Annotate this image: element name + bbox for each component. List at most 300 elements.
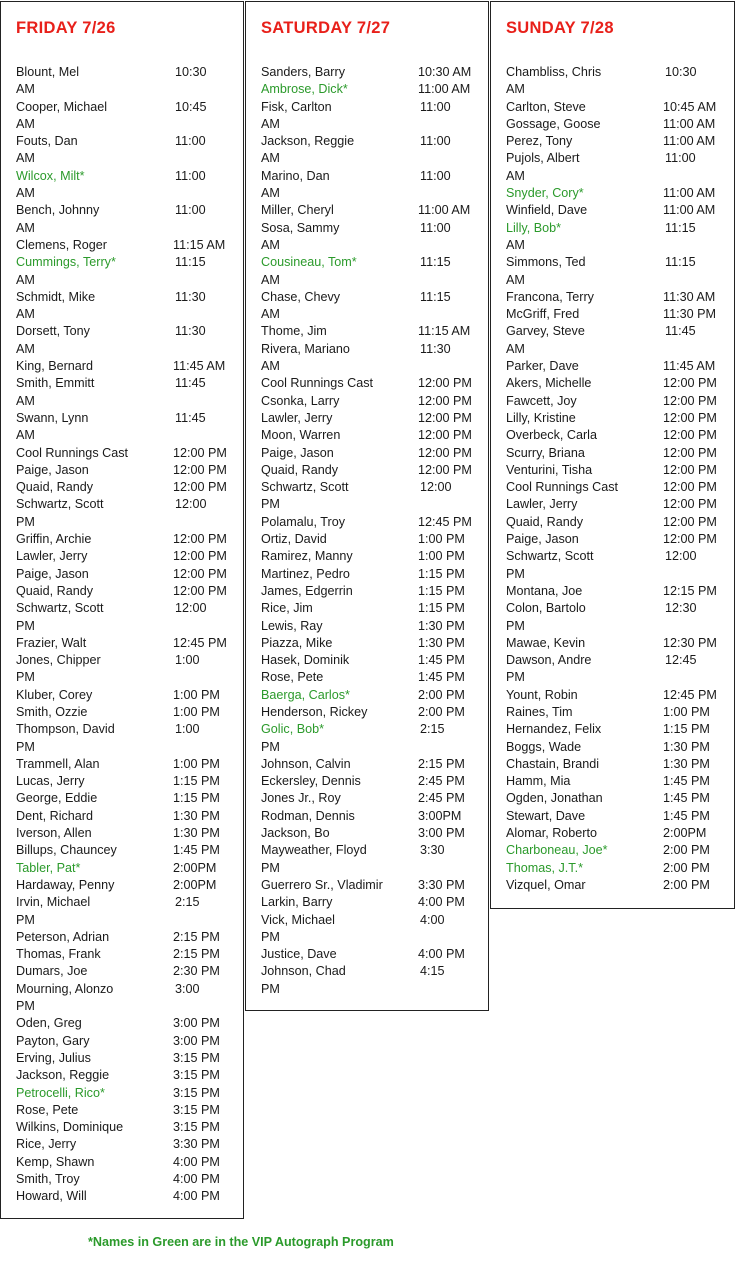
appearance-time: 2:45 PM	[418, 774, 465, 789]
appearance-time: 12:00	[665, 549, 697, 564]
guest-name: Thompson, David	[16, 722, 115, 737]
schedule-entry	[506, 790, 734, 807]
guest-name: Garvey, Steve	[506, 324, 585, 339]
guest-name: Fawcett, Joy	[506, 393, 577, 408]
schedule-entry	[16, 946, 243, 963]
guest-name: Winfield, Dave	[506, 203, 588, 218]
appearance-time-suffix: AM	[506, 168, 525, 183]
appearance-time: 2:00 PM	[663, 877, 710, 892]
schedule-entry	[261, 445, 488, 462]
schedule-entry	[16, 1102, 243, 1119]
guest-name: Snyder, Cory*	[506, 186, 584, 201]
appearance-time: 4:00 PM	[173, 1172, 220, 1186]
guest-name: Smith, Emmitt	[16, 376, 95, 391]
appearance-time: 11:30	[175, 289, 206, 304]
appearance-time-suffix: AM	[261, 359, 280, 374]
appearance-time: 12:00 PM	[173, 583, 227, 598]
guest-name: Schwartz, Scott	[506, 549, 594, 564]
guest-name: Ambrose, Dick*	[261, 82, 348, 97]
schedule-entry	[16, 410, 243, 445]
appearance-time-suffix: AM	[16, 341, 35, 356]
guest-name: Rose, Pete	[16, 1102, 79, 1117]
guest-name: Mayweather, Floyd	[261, 843, 367, 858]
guest-name: Fisk, Carlton	[261, 99, 332, 114]
schedule-entry	[16, 1015, 243, 1032]
appearance-time: 12:00 PM	[418, 428, 472, 443]
guest-name: Mawae, Kevin	[506, 635, 586, 650]
schedule-entry	[261, 64, 488, 81]
guest-name: Jackson, Bo	[261, 826, 330, 841]
schedule-entry	[506, 202, 734, 219]
schedule-entry	[16, 877, 243, 894]
appearance-time: 1:15 PM	[173, 774, 220, 789]
guest-name: Jones, Chipper	[16, 653, 101, 668]
schedule-entry	[506, 531, 734, 548]
appearance-time: 12:45	[665, 653, 697, 668]
appearance-time: 10:30 AM	[418, 65, 472, 79]
appearance-time: 4:00 PM	[418, 947, 465, 962]
appearance-time: 1:00	[175, 653, 200, 668]
guest-name: Colon, Bartolo	[506, 601, 586, 616]
appearance-time: 1:30 PM	[418, 618, 465, 633]
guest-name: Blount, Mel	[16, 65, 79, 79]
schedule-entry	[16, 773, 243, 790]
appearance-time-suffix: PM	[16, 999, 35, 1014]
appearance-time: 2:00 PM	[418, 704, 465, 719]
guest-name: Polamalu, Troy	[261, 514, 345, 529]
guest-name: Francona, Terry	[506, 289, 594, 304]
guest-name: Baerga, Carlos*	[261, 687, 350, 702]
appearance-time-suffix: PM	[16, 514, 35, 529]
schedule-entry	[506, 479, 734, 496]
schedule-entry	[506, 64, 734, 99]
schedule-entry	[16, 963, 243, 980]
schedule-entry	[506, 445, 734, 462]
guest-name: Rose, Pete	[261, 670, 324, 685]
day-heading: SUNDAY 7/28	[506, 19, 614, 37]
schedule-entry	[261, 652, 488, 669]
schedule-entry	[16, 894, 243, 929]
guest-name: Wilkins, Dominique	[16, 1120, 124, 1135]
schedule-entry	[261, 618, 488, 635]
schedule-entry	[261, 825, 488, 842]
schedule-entry	[16, 289, 243, 324]
appearance-time: 12:00 PM	[663, 376, 717, 391]
guest-name: Montana, Joe	[506, 583, 583, 598]
appearance-time: 11:45	[175, 376, 206, 391]
schedule-entry	[16, 1067, 243, 1084]
schedule-entry	[506, 496, 734, 513]
appearance-time: 2:00PM	[173, 877, 217, 892]
schedule-entry	[261, 531, 488, 548]
schedule-entry	[506, 306, 734, 323]
schedule-entry	[16, 1136, 243, 1153]
guest-name: Raines, Tim	[506, 704, 573, 719]
appearance-time-suffix: AM	[16, 82, 35, 97]
schedule-entry	[506, 116, 734, 133]
appearance-time: 12:00	[175, 497, 207, 512]
appearance-time-suffix: PM	[16, 618, 35, 633]
guest-name: Sosa, Sammy	[261, 220, 340, 235]
appearance-time: 11:00	[175, 203, 206, 218]
appearance-time: 11:00	[420, 134, 451, 149]
guest-name: Dorsett, Tony	[16, 324, 90, 339]
appearance-time: 12:00 PM	[663, 410, 717, 425]
schedule-entry	[16, 462, 243, 479]
schedule-entry	[16, 704, 243, 721]
guest-name: Smith, Troy	[16, 1172, 80, 1186]
guest-name: Payton, Gary	[16, 1033, 90, 1048]
guest-name: Fouts, Dan	[16, 134, 78, 149]
guest-name: Jackson, Reggie	[16, 1068, 110, 1083]
sunday-column	[490, 1, 735, 909]
appearance-time-suffix: AM	[506, 82, 525, 97]
schedule-entry	[261, 912, 488, 947]
appearance-time: 1:30 PM	[173, 826, 220, 841]
guest-name: Ogden, Jonathan	[506, 791, 603, 806]
schedule-entry	[16, 1119, 243, 1136]
guest-name: Peterson, Adrian	[16, 929, 110, 944]
guest-name: Boggs, Wade	[506, 739, 582, 754]
appearance-time: 12:00 PM	[663, 445, 717, 460]
guest-name: Chastain, Brandi	[506, 756, 600, 771]
schedule-entry	[261, 289, 488, 324]
guest-name: Rice, Jerry	[16, 1137, 77, 1152]
appearance-time: 2:15 PM	[418, 756, 465, 771]
appearance-time: 1:00 PM	[173, 704, 220, 719]
guest-name: Alomar, Roberto	[506, 826, 597, 841]
schedule-entry	[506, 773, 734, 790]
schedule-entry	[506, 410, 734, 427]
guest-name: Billups, Chauncey	[16, 843, 117, 858]
schedule-entry	[16, 496, 243, 531]
schedule-entry	[16, 133, 243, 168]
appearance-time-suffix: PM	[506, 670, 525, 685]
schedule-entry	[16, 1033, 243, 1050]
guest-name: King, Bernard	[16, 359, 94, 374]
schedule-entry	[261, 669, 488, 686]
guest-name: Cooper, Michael	[16, 99, 108, 114]
guest-name: Schwartz, Scott	[16, 497, 104, 512]
guest-name: Perez, Tony	[506, 134, 573, 149]
schedule-entry	[261, 341, 488, 376]
schedule-entry	[506, 150, 734, 185]
guest-name: Hamm, Mia	[506, 774, 571, 789]
schedule-entry	[506, 289, 734, 306]
guest-name: Csonka, Larry	[261, 393, 340, 408]
appearance-time-suffix: PM	[506, 618, 525, 633]
schedule-entry	[261, 479, 488, 514]
guest-name: Kluber, Corey	[16, 687, 93, 702]
appearance-time: 11:00 AM	[418, 82, 471, 97]
appearance-time-suffix: PM	[261, 739, 280, 754]
appearance-time: 12:00 PM	[663, 393, 717, 408]
guest-name: Iverson, Allen	[16, 826, 92, 841]
guest-name: Howard, Will	[16, 1189, 87, 1204]
appearance-time: 12:00 PM	[663, 497, 717, 512]
appearance-time: 1:15 PM	[663, 722, 710, 737]
vip-schedule-entry	[261, 687, 488, 704]
schedule-entry	[261, 583, 488, 600]
appearance-time: 1:15 PM	[418, 583, 465, 598]
appearance-time: 4:00 PM	[173, 1189, 220, 1204]
schedule-entry	[506, 323, 734, 358]
appearance-time: 11:15	[420, 289, 451, 304]
appearance-time: 4:00 PM	[173, 1154, 220, 1169]
schedule-entry	[261, 514, 488, 531]
schedule-entry	[261, 99, 488, 134]
vip-footnote: *Names in Green are in the VIP Autograph Program	[88, 1235, 394, 1249]
guest-name: Pujols, Albert	[506, 151, 580, 166]
appearance-time: 3:30	[420, 843, 445, 858]
guest-name: Mourning, Alonzo	[16, 981, 114, 996]
appearance-time-suffix: PM	[261, 497, 280, 512]
schedule-entry	[506, 877, 734, 894]
appearance-time: 12:30 PM	[663, 635, 717, 650]
appearance-time: 4:00 PM	[418, 895, 465, 910]
schedule-entry	[16, 687, 243, 704]
schedule-entry	[506, 583, 734, 600]
appearance-time: 10:45 AM	[663, 99, 717, 114]
guest-name: Erving, Julius	[16, 1050, 91, 1065]
schedule-entry	[261, 393, 488, 410]
appearance-time: 12:00 PM	[418, 462, 472, 477]
appearance-time: 12:15 PM	[663, 583, 717, 598]
guest-name: Dawson, Andre	[506, 653, 592, 668]
guest-name: Hernandez, Felix	[506, 722, 602, 737]
schedule-entry	[16, 652, 243, 687]
guest-name: Thome, Jim	[261, 324, 327, 339]
schedule-entry	[506, 635, 734, 652]
guest-name: Chase, Chevy	[261, 289, 341, 304]
appearance-time-suffix: AM	[261, 151, 280, 166]
appearance-time: 11:00 AM	[418, 203, 471, 218]
schedule-entry	[261, 168, 488, 203]
appearance-time: 1:00 PM	[418, 549, 465, 564]
guest-name: Parker, Dave	[506, 359, 579, 374]
schedule-entry	[506, 375, 734, 392]
schedule-entry	[261, 202, 488, 219]
appearance-time: 3:30 PM	[173, 1137, 220, 1152]
schedule-entry	[506, 462, 734, 479]
guest-name: Stewart, Dave	[506, 808, 586, 823]
appearance-time: 1:45 PM	[663, 791, 710, 806]
appearance-time: 12:00 PM	[418, 393, 472, 408]
appearance-time: 4:00	[420, 912, 445, 927]
guest-name: Hasek, Dominik	[261, 653, 350, 668]
appearance-time-suffix: PM	[16, 670, 35, 685]
schedule-entry	[506, 721, 734, 738]
guest-name: Jones Jr., Roy	[261, 791, 341, 806]
appearance-time-suffix: PM	[261, 860, 280, 875]
appearance-time-suffix: AM	[261, 116, 280, 131]
schedule-entry	[16, 531, 243, 548]
appearance-time: 12:00 PM	[418, 376, 472, 391]
guest-name: Cummings, Terry*	[16, 255, 116, 270]
schedule-entry	[261, 427, 488, 444]
appearance-time: 3:00	[175, 981, 200, 996]
appearance-time: 2:00PM	[663, 826, 707, 841]
vip-schedule-entry	[506, 860, 734, 877]
appearance-time: 11:00	[420, 220, 451, 235]
schedule-list	[16, 64, 243, 1206]
appearance-time: 1:00	[175, 722, 200, 737]
appearance-time: 1:00 PM	[173, 687, 220, 702]
appearance-time: 1:30 PM	[173, 808, 220, 823]
guest-name: Johnson, Chad	[261, 964, 346, 979]
appearance-time: 11:15 AM	[418, 324, 471, 339]
guest-name: Simmons, Ted	[506, 255, 586, 270]
guest-name: Golic, Bob*	[261, 722, 324, 737]
appearance-time: 12:45 PM	[173, 635, 227, 650]
appearance-time-suffix: AM	[16, 393, 35, 408]
schedule-entry	[16, 635, 243, 652]
schedule-entry	[16, 566, 243, 583]
schedule-entry	[261, 963, 488, 998]
schedule-entry	[16, 237, 243, 254]
appearance-time-suffix: AM	[16, 307, 35, 322]
appearance-time-suffix: AM	[16, 116, 35, 131]
vip-schedule-entry	[16, 168, 243, 203]
guest-name: Scurry, Briana	[506, 445, 585, 460]
schedule-entry	[506, 133, 734, 150]
schedule-entry	[16, 99, 243, 134]
appearance-time: 11:00	[420, 99, 451, 114]
vip-schedule-entry	[16, 1085, 243, 1102]
schedule-entry	[261, 635, 488, 652]
appearance-time: 2:15 PM	[173, 929, 220, 944]
appearance-time-suffix: AM	[261, 186, 280, 201]
appearance-time: 12:00 PM	[173, 566, 227, 581]
guest-name: Schmidt, Mike	[16, 289, 96, 304]
guest-name: James, Edgerrin	[261, 583, 353, 598]
appearance-time-suffix: AM	[16, 151, 35, 166]
appearance-time: 11:15	[175, 255, 206, 270]
schedule-entry	[261, 894, 488, 911]
appearance-time: 3:00PM	[418, 808, 462, 823]
schedule-entry	[506, 600, 734, 635]
appearance-time: 11:30 AM	[663, 289, 716, 304]
appearance-time-suffix: PM	[261, 929, 280, 944]
appearance-time: 1:00 PM	[173, 756, 220, 771]
appearance-time-suffix: AM	[261, 272, 280, 287]
guest-name: Sanders, Barry	[261, 65, 345, 79]
schedule-entry	[261, 808, 488, 825]
schedule-entry	[16, 323, 243, 358]
appearance-time: 1:15 PM	[418, 601, 465, 616]
appearance-time: 1:30 PM	[663, 756, 710, 771]
guest-name: Swann, Lynn	[16, 410, 89, 425]
appearance-time-suffix: AM	[506, 237, 525, 252]
schedule-entry	[16, 548, 243, 565]
guest-name: Jackson, Reggie	[261, 134, 355, 149]
guest-name: Frazier, Walt	[16, 635, 87, 650]
appearance-time: 11:30	[420, 341, 451, 356]
friday-column	[0, 1, 244, 1219]
vip-schedule-entry	[261, 254, 488, 289]
guest-name: Cousineau, Tom*	[261, 255, 357, 270]
schedule-entry	[16, 583, 243, 600]
appearance-time: 3:00 PM	[173, 1016, 220, 1031]
schedule-entry	[16, 1154, 243, 1171]
guest-name: Akers, Michelle	[506, 376, 592, 391]
guest-name: Petrocelli, Rico*	[16, 1085, 105, 1100]
guest-name: Vizquel, Omar	[506, 877, 586, 892]
guest-name: Larkin, Barry	[261, 895, 333, 910]
guest-name: Wilcox, Milt*	[16, 168, 85, 183]
appearance-time: 3:15 PM	[173, 1068, 220, 1083]
appearance-time: 12:45 PM	[418, 514, 472, 529]
guest-name: Ortiz, David	[261, 532, 327, 547]
appearance-time: 3:15 PM	[173, 1085, 220, 1100]
guest-name: Dumars, Joe	[16, 964, 88, 979]
schedule-entry	[261, 548, 488, 565]
schedule-entry	[16, 202, 243, 237]
appearance-time-suffix: PM	[16, 739, 35, 754]
appearance-time: 11:15 AM	[173, 237, 226, 252]
appearance-time: 10:30	[175, 65, 207, 79]
appearance-time-suffix: AM	[506, 341, 525, 356]
appearance-time: 2:15	[420, 722, 445, 737]
schedule-entry	[261, 375, 488, 392]
schedule-entry	[261, 220, 488, 255]
appearance-time: 12:45 PM	[663, 687, 717, 702]
appearance-time: 3:00 PM	[173, 1033, 220, 1048]
schedule-entry	[506, 358, 734, 375]
guest-name: McGriff, Fred	[506, 307, 580, 322]
guest-name: Tabler, Pat*	[16, 860, 81, 875]
schedule-entry	[16, 1050, 243, 1067]
appearance-time: 12:00 PM	[663, 532, 717, 547]
guest-name: Quaid, Randy	[506, 514, 584, 529]
guest-name: Thomas, J.T.*	[506, 860, 583, 875]
appearance-time-suffix: PM	[261, 981, 280, 996]
appearance-time: 11:30 PM	[663, 307, 716, 322]
appearance-time-suffix: AM	[261, 237, 280, 252]
schedule-entry	[261, 756, 488, 773]
day-heading: FRIDAY 7/26	[16, 19, 116, 37]
appearance-time: 2:00 PM	[663, 860, 710, 875]
guest-name: Trammell, Alan	[16, 756, 100, 771]
appearance-time: 12:30	[665, 601, 697, 616]
appearance-time: 12:00 PM	[663, 514, 717, 529]
schedule-entry	[16, 375, 243, 410]
schedule-entry	[261, 946, 488, 963]
appearance-time: 2:15	[175, 895, 200, 910]
guest-name: Lawler, Jerry	[16, 549, 88, 564]
guest-name: Justice, Dave	[261, 947, 337, 962]
guest-name: Lewis, Ray	[261, 618, 323, 633]
appearance-time: 2:45 PM	[418, 791, 465, 806]
guest-name: Ramirez, Manny	[261, 549, 353, 564]
guest-name: Lawler, Jerry	[261, 410, 333, 425]
schedule-entry	[261, 462, 488, 479]
day-heading: SATURDAY 7/27	[261, 19, 391, 37]
guest-name: Dent, Richard	[16, 808, 93, 823]
guest-name: Guerrero Sr., Vladimir	[261, 877, 383, 892]
saturday-column	[245, 1, 489, 1011]
guest-name: Gossage, Goose	[506, 116, 601, 131]
guest-name: Lilly, Bob*	[506, 220, 562, 235]
appearance-time: 1:15 PM	[173, 791, 220, 806]
appearance-time: 1:45 PM	[173, 843, 220, 858]
appearance-time-suffix: AM	[16, 186, 35, 201]
guest-name: Oden, Greg	[16, 1016, 82, 1031]
appearance-time: 1:45 PM	[418, 653, 465, 668]
guest-name: Irvin, Michael	[16, 895, 91, 910]
appearance-time: 1:00 PM	[418, 532, 465, 547]
guest-name: Paige, Jason	[506, 532, 579, 547]
